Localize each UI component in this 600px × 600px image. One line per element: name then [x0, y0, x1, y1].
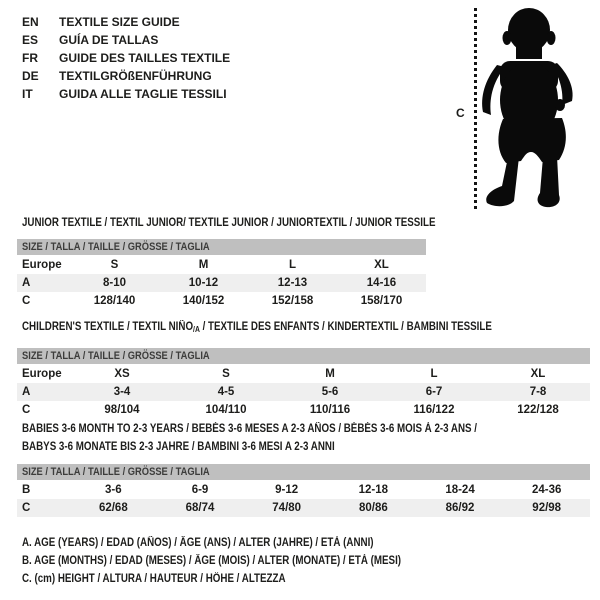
table-cell: S [110, 259, 119, 271]
language-row [22, 67, 230, 85]
section-title-junior-text: JUNIOR TEXTILE / TEXTIL JUNIOR/ TEXTILE JUNIOR / JUNIORTEXTIL / JUNIOR TESSILE [22, 217, 436, 229]
babies-size-table [17, 464, 590, 517]
row-label: C [22, 404, 31, 416]
table-cell: 110/116 [309, 404, 351, 416]
language-title: GUIDA ALLE TAGLIE TESSILI [59, 87, 227, 101]
table-cell: XS [114, 368, 130, 380]
junior-size-table [17, 239, 426, 310]
table-header-bar [17, 348, 590, 364]
table-cell: M [325, 368, 335, 380]
section-title-babies-line2: BABYS 3-6 MONATE BIS 2-3 JAHRE / BAMBINI 3-6 MESI A 2-3 ANNI [22, 441, 335, 453]
section-title-babies-line1: BABIES 3-6 MONTH TO 2-3 YEARS / BEBÉS 3-6 MESES A 2-3 AÑOS / BÉBÉS 3-6 MOIS À 2-3 ANS / [22, 423, 478, 435]
table-cell: 18-24 [445, 484, 475, 496]
language-title: TEXTILGRÖßENFÜHRUNG [59, 69, 212, 83]
row-label: B [22, 484, 31, 496]
row-label: A [22, 277, 31, 289]
table-cell: 12-18 [358, 484, 389, 496]
section-title-children [22, 318, 575, 336]
language-code: ES [22, 33, 39, 47]
table-cell: 128/140 [93, 295, 136, 307]
table-cell: 24-36 [531, 484, 562, 496]
table-row-age [17, 383, 590, 401]
language-title-list [22, 13, 230, 103]
table-cell: 9-12 [275, 484, 299, 496]
legend-line-c [22, 570, 468, 588]
height-measure-label: C [456, 106, 465, 120]
table-cell: M [198, 259, 209, 271]
legend [22, 534, 468, 588]
table-row-months [17, 481, 590, 499]
baby-silhouette [479, 5, 579, 210]
language-row [22, 13, 230, 31]
legend-line-b-text: B. AGE (MONTHS) / EDAD (MESES) / ÂGE (MOIS) / ALTER (MONATE) / ETÀ (MESI) [22, 555, 402, 567]
title-part-pre: CHILDREN'S TEXTILE / TEXTIL NIÑO [22, 321, 194, 333]
title-part-post: / TEXTILE DES ENFANTS / KINDERTEXTIL / BAMBINI TESSILE [199, 321, 492, 333]
table-cell: L [288, 259, 297, 271]
row-label: C [22, 295, 31, 307]
table-cell: 122/128 [517, 404, 559, 416]
row-label: C [22, 502, 31, 514]
row-label: Europe [22, 259, 62, 271]
table-cell: 7-8 [529, 386, 547, 398]
table-cell: 10-12 [188, 277, 219, 289]
table-cell: 14-16 [366, 277, 397, 289]
section-title-junior [22, 214, 508, 232]
table-cell: 12-13 [277, 277, 308, 289]
table-cell: 80/86 [358, 502, 388, 514]
table-cell: 74/80 [272, 502, 302, 514]
language-title: GUIDE DES TAILLES TEXTILE [59, 51, 231, 65]
table-cell: 68/74 [185, 502, 215, 514]
language-code: IT [22, 87, 33, 101]
table-cell: 6-7 [425, 386, 443, 398]
table-cell: 116/122 [413, 404, 455, 416]
language-row [22, 31, 230, 49]
table-row-age [17, 274, 426, 292]
row-label: A [22, 386, 31, 398]
language-code: DE [22, 69, 39, 83]
table-cell: 152/158 [271, 295, 314, 307]
title-part-sub: /A [193, 325, 200, 334]
children-size-table [17, 348, 590, 419]
table-header-bar [17, 239, 426, 255]
table-cell: 140/152 [182, 295, 225, 307]
language-title: GUÍA DE TALLAS [59, 33, 159, 47]
legend-line-a [22, 534, 468, 552]
table-cell: 3-4 [113, 386, 131, 398]
table-cell: 6-9 [191, 484, 209, 496]
row-label: Europe [22, 368, 62, 380]
legend-line-a-text: A. AGE (YEARS) / EDAD (AÑOS) / ÂGE (ANS) / ALTER (JAHRE) / ETÀ (ANNI) [22, 537, 374, 549]
table-cell: 62/68 [98, 502, 128, 514]
table-cell: 92/98 [532, 502, 562, 514]
table-cell: XL [374, 259, 389, 271]
table-cell: 4-5 [217, 386, 235, 398]
table-row-sizes [17, 365, 590, 383]
table-cell: XL [530, 368, 546, 380]
table-row-height [17, 401, 590, 419]
table-header-bar [17, 464, 590, 480]
language-code: EN [22, 15, 39, 29]
table-header-label: SIZE / TALLA / TAILLE / GRÖSSE / TAGLIA [22, 350, 210, 362]
height-measure-dotted-line [474, 8, 477, 209]
table-cell: 8-10 [102, 277, 127, 289]
table-cell: 104/110 [205, 404, 247, 416]
legend-line-b [22, 552, 468, 570]
section-title-babies [22, 420, 557, 456]
table-header-label: SIZE / TALLA / TAILLE / GRÖSSE / TAGLIA [22, 241, 210, 253]
table-row-height [17, 292, 426, 310]
table-row-height [17, 499, 590, 517]
table-cell: 5-6 [321, 386, 339, 398]
language-code: FR [22, 51, 38, 65]
table-cell: 158/170 [360, 295, 403, 307]
table-cell: L [430, 368, 438, 380]
table-row-sizes [17, 256, 426, 274]
language-row [22, 85, 230, 103]
table-cell: 98/104 [104, 404, 140, 416]
legend-line-c-text: C. (cm) HEIGHT / ALTURA / HAUTEUR / HÖHE / ALTEZZA [22, 573, 286, 585]
section-title-children-text [22, 318, 492, 339]
language-title: TEXTILE SIZE GUIDE [59, 15, 180, 29]
table-cell: 86/92 [445, 502, 475, 514]
table-cell: 3-6 [105, 484, 122, 496]
table-cell: S [222, 368, 230, 380]
table-header-label: SIZE / TALLA / TAILLE / GRÖSSE / TAGLIA [22, 466, 210, 478]
language-row [22, 49, 230, 67]
